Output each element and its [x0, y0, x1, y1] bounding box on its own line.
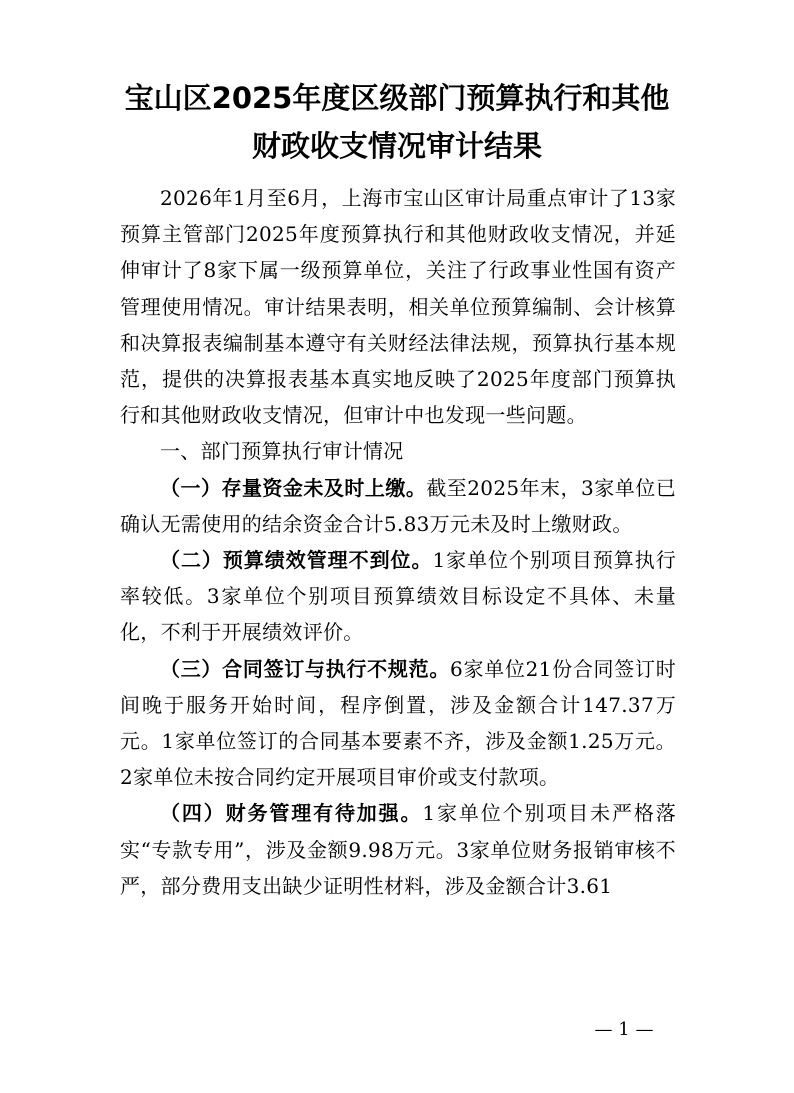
intro-paragraph: 2026年1月至6月，上海市宝山区审计局重点审计了13家预算主管部门2025年度预算执行和其他财政收支情况，并延伸审计了8家下属一级预算单位，关注了行政事业性国有资产管理使用情况。审计结果表明，相关单位预算编制、会计核算和决算报表编制基本遵守有关财经法律法规，预算执行基本规范，提供的决算报表基本真实地反映了2025年度部门预算执行和其他财政收支情况，但审计中也发现一些问题。: [120, 186, 676, 428]
title-line-1: 宝山区2025年度区级部门预算执行和其他: [124, 81, 670, 115]
section-heading: 一、部门预算执行审计情况: [160, 439, 404, 464]
finding-heading: （一）存量资金未及时上缴。: [160, 475, 427, 500]
title-line-2: 财政收支情况审计结果: [251, 129, 542, 163]
page-number: — 1 —: [594, 1019, 654, 1040]
document-body: [120, 180, 676, 904]
finding-text: 6家单位21份合同签订时间晚于服务开始时间，程序倒置，涉及金额合计147.37万元。1家单位签订的合同基本要素不齐，涉及金额1.25万元。2家单位未按合同约定开展项目审价或支付款项。: [120, 656, 676, 790]
finding-paragraph: [120, 795, 676, 904]
finding-heading: （三）合同签订与执行不规范。: [160, 656, 451, 681]
finding-paragraph: [120, 470, 676, 542]
finding-text: 截至2025年末，3家单位已确认无需使用的结余资金合计5.83万元未及时上缴财政。: [120, 475, 676, 536]
finding-paragraph: [120, 651, 676, 796]
document-title: [0, 74, 794, 170]
finding-heading: （二）预算绩效管理不到位。: [160, 548, 433, 573]
finding-text: 1家单位个别项目预算执行率较低。3家单位个别项目预算绩效目标设定不具体、未量化，不利于开展绩效评价。: [120, 548, 677, 645]
finding-heading: （四）财务管理有待加强。: [160, 801, 423, 826]
finding-text: 1家单位个别项目未严格落实“专款专用”，涉及金额9.98万元。3家单位财务报销审核不严，部分费用支出缺少证明性材料，涉及金额合计3.61: [120, 801, 676, 898]
finding-paragraph: [120, 542, 676, 651]
